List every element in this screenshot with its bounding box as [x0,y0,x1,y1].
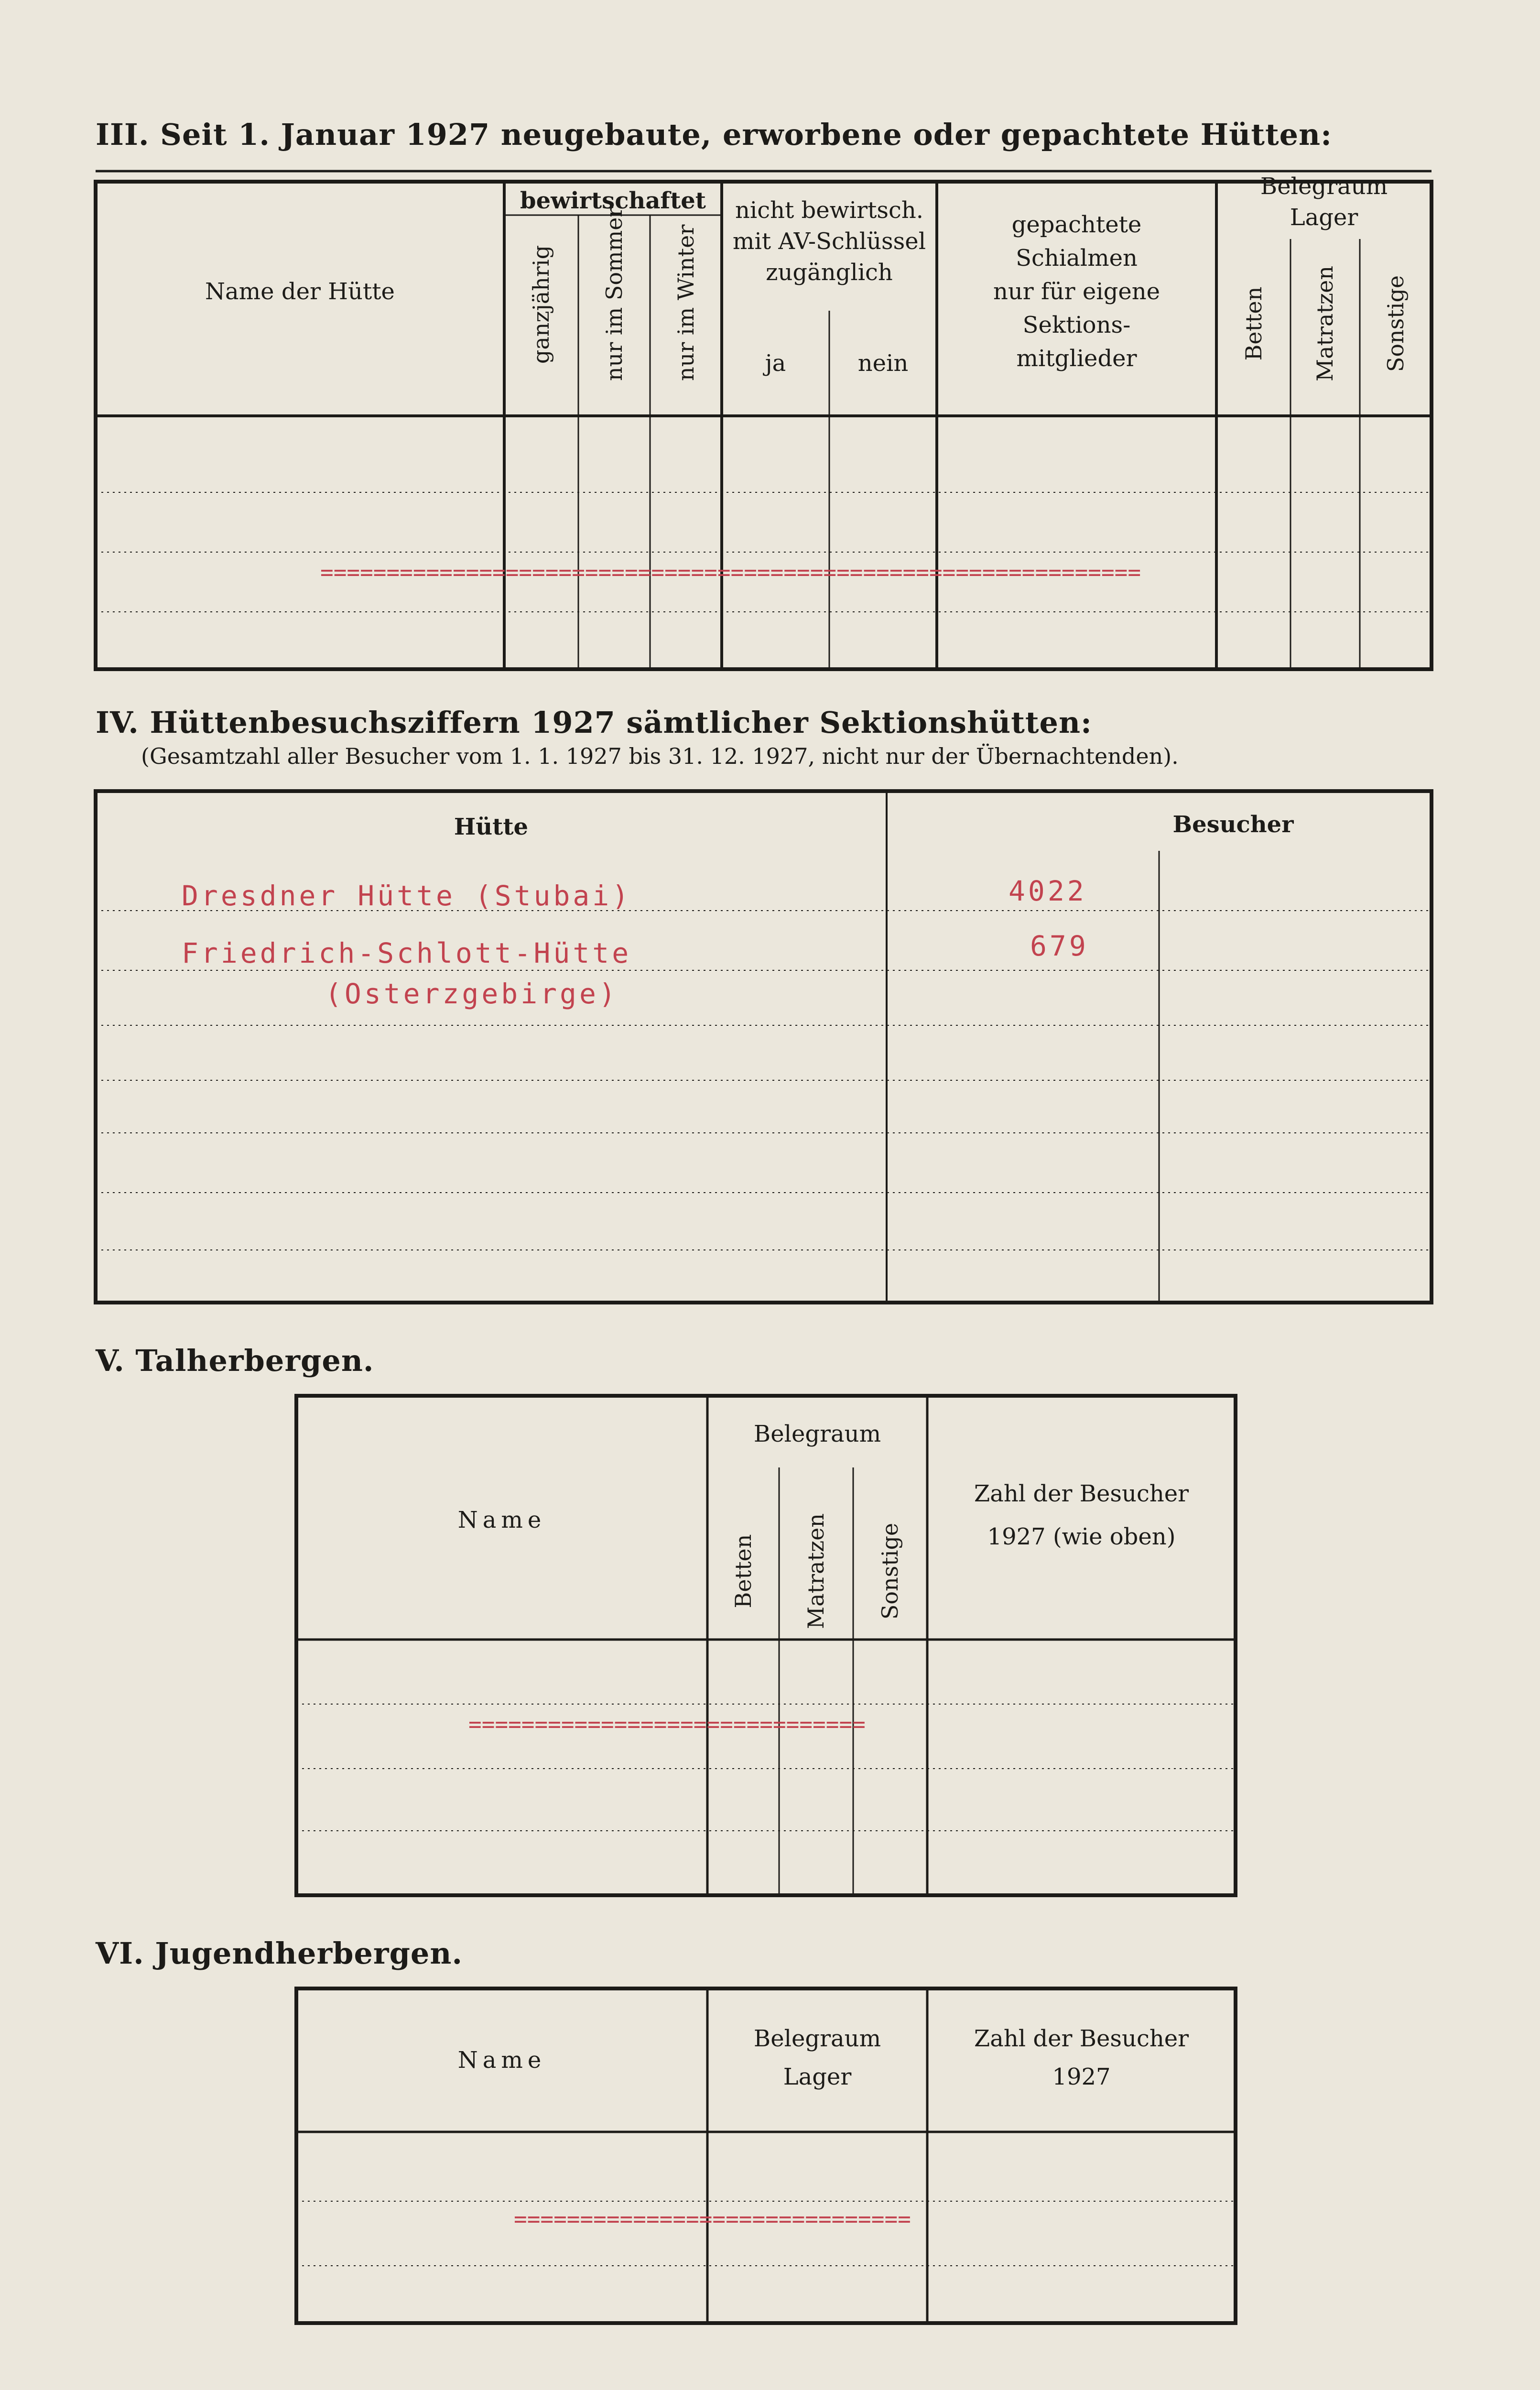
s4-row1-name: Dresdner Hütte (Stubai) [182,880,632,912]
s3-strike-through: ============================================================== [320,559,1141,585]
s4-col-huette: Hütte [454,814,529,840]
s5-col-belegraum: Belegraum [753,1421,881,1447]
s3-col-nicht-2: mit AV-Schlüssel [732,228,926,255]
s4-col-besucher: Besucher [1172,811,1294,838]
s3-col-betten: Betten [1241,286,1267,361]
section5-title: V. Talherbergen. [96,1343,374,1378]
s3-col-ganzjaehrig: ganzjährig [528,245,554,364]
s6-col-name: Name [457,2047,546,2074]
section5-table-border [296,1396,1236,1895]
s3-col-gepachtet-2: Schialmen [1016,245,1138,272]
s3-col-ja: ja [765,350,786,377]
s4-row2-visitors: 679 [1030,930,1089,962]
s4-row2-name-cont: (Osterzgebirge) [325,978,618,1010]
s3-col-winter: nur im Winter [673,224,699,381]
s3-col-gepachtet-3: nur für eigene [993,278,1160,305]
s6-col-zahl-2: 1927 [1052,2064,1111,2090]
s5-col-sonstige: Sonstige [877,1522,903,1620]
s3-col-nein: nein [857,350,909,377]
s3-col-sonstige: Sonstige [1383,275,1409,372]
s3-col-belegraum-1: Belegraum [1260,173,1388,200]
section3-title: III. Seit 1. Januar 1927 neugebaute, erworbene oder gepachtete Hütten: [96,117,1333,152]
s4-row2-name: Friedrich-Schlott-Hütte [182,937,632,969]
s6-col-belegraum-2: Lager [783,2064,852,2090]
section6-title: VI. Jugendherbergen. [96,1936,463,1971]
s5-strike-through: ============================== [468,1711,866,1737]
s3-col-sommer: nur im Sommer [601,206,627,381]
s3-col-bewirtschaftet: bewirtschaftet [520,187,706,214]
s3-col-gepachtet-4: Sektions- [1022,312,1131,338]
s3-col-belegraum-2: Lager [1290,204,1358,231]
s3-col-matratzen: Matratzen [1312,266,1338,381]
s5-col-zahl-1: Zahl der Besucher [974,1480,1189,1507]
s5-col-name: Name [457,1507,546,1533]
s6-col-belegraum-1: Belegraum [753,2025,881,2052]
s4-row1-visitors: 4022 [1009,875,1087,907]
s3-col-gepachtet-5: mitglieder [1016,345,1137,372]
s5-col-betten: Betten [730,1534,756,1608]
s3-col-nicht-1: nicht bewirtsch. [735,197,924,224]
s6-strike-through: ============================== [514,2206,911,2232]
s3-col-nicht-3: zugänglich [766,259,893,286]
section4-table-border [96,791,1432,1303]
s5-col-zahl-2: 1927 (wie oben) [987,1523,1176,1550]
s6-col-zahl-1: Zahl der Besucher [974,2025,1189,2052]
s3-col-name: Name der Hütte [205,278,395,305]
s5-col-matratzen: Matratzen [803,1513,829,1629]
s3-col-gepachtet-1: gepachtete [1011,211,1142,238]
section4-title: IV. Hüttenbesuchsziffern 1927 sämtlicher Sektionshütten: [96,705,1092,740]
section4-subtitle: (Gesamtzahl aller Besucher vom 1. 1. 1927 bis 31. 12. 1927, nicht nur der Übernachtenden). [141,743,1179,769]
